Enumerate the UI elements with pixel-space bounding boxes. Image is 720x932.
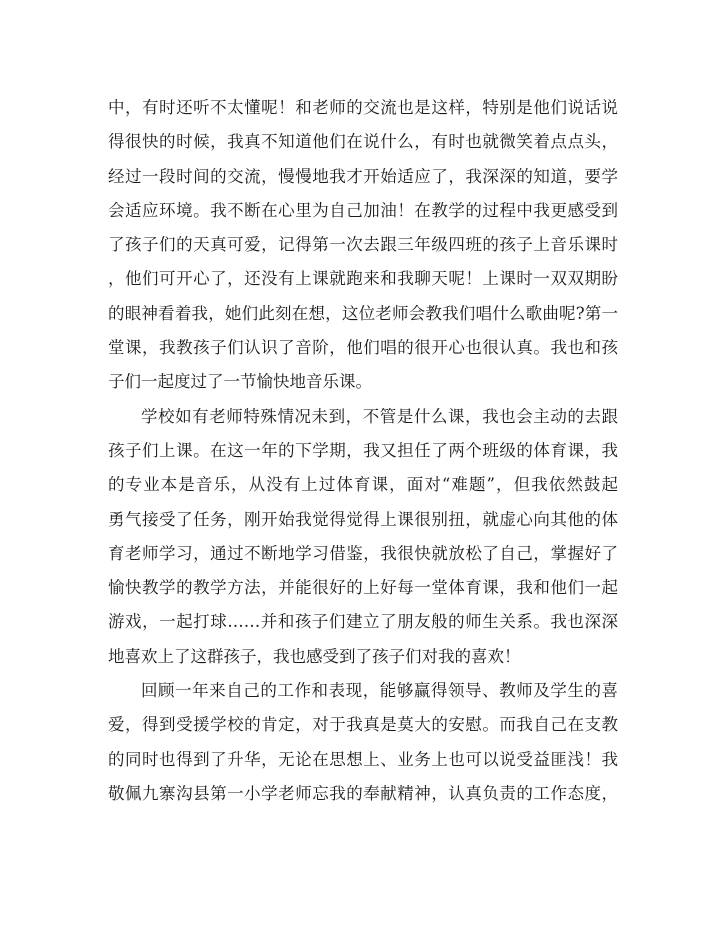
- text-line: 育老师学习，通过不断地学习借鉴，我很快就放松了自己，掌握好了: [108, 543, 618, 563]
- text-line: 堂课，我教孩子们认识了音阶，他们唱的很开心也很认真。我也和孩: [108, 338, 618, 358]
- text-line: 敬佩九寨沟县第一小学老师忘我的奉献精神，认真负责的工作态度，: [108, 783, 618, 803]
- text-line: 学校如有老师特殊情况未到，不管是什么课，我也会主动的去跟: [141, 406, 618, 426]
- text-line: 游戏，一起打球……并和孩子们建立了朋友般的师生关系。我也深深: [108, 612, 618, 632]
- text-line: 地喜欢上了这群孩子，我也感受到了孩子们对我的喜欢！: [108, 646, 521, 666]
- text-line: ，他们可开心了，还没有上课就跑来和我聊天呢！上课时一双双期盼: [108, 269, 618, 289]
- text-line: 的同时也得到了升华，无论在思想上、业务上也可以说受益匪浅！我: [108, 749, 618, 769]
- text-line: 中，有时还听不太懂呢！和老师的交流也是这样，特别是他们说话说: [108, 98, 618, 117]
- text-line: 经过一段时间的交流，慢慢地我才开始适应了，我深深的知道，要学: [108, 166, 618, 186]
- text-line: 会适应环境。我不断在心里为自己加油！在教学的过程中我更感受到: [108, 200, 618, 220]
- text-line: 的眼神看着我，她们此刻在想，这位老师会教我们唱什么歌曲呢?第一: [108, 303, 618, 323]
- text-line: 爱，得到受援学校的肯定，对于我真是莫大的安慰。而我自己在支教: [108, 715, 618, 735]
- text-line: 愉快教学的教学方法，并能很好的上好每一堂体育课，我和他们一起: [108, 578, 618, 598]
- text-line: 孩子们上课。在这一年的下学期，我又担任了两个班级的体育课，我: [108, 440, 618, 460]
- text-line: 的专业本是音乐，从没有上过体育课，面对“难题”，但我依然鼓起: [108, 475, 618, 495]
- text-line: 了孩子们的天真可爱，记得第一次去跟三年级四班的孩子上音乐课时: [108, 235, 618, 255]
- text-line: 回顾一年来自己的工作和表现，能够赢得领导、教师及学生的喜: [141, 681, 618, 701]
- text-line: 得很快的时候，我真不知道他们在说什么，有时也就微笑着点点头，: [108, 132, 618, 152]
- text-line: 子们一起度过了一节愉快地音乐课。: [108, 372, 372, 392]
- text-line: 勇气接受了任务，刚开始我觉得觉得上课很别扭，就虚心向其他的体: [108, 509, 618, 529]
- body-text: [108, 91, 618, 811]
